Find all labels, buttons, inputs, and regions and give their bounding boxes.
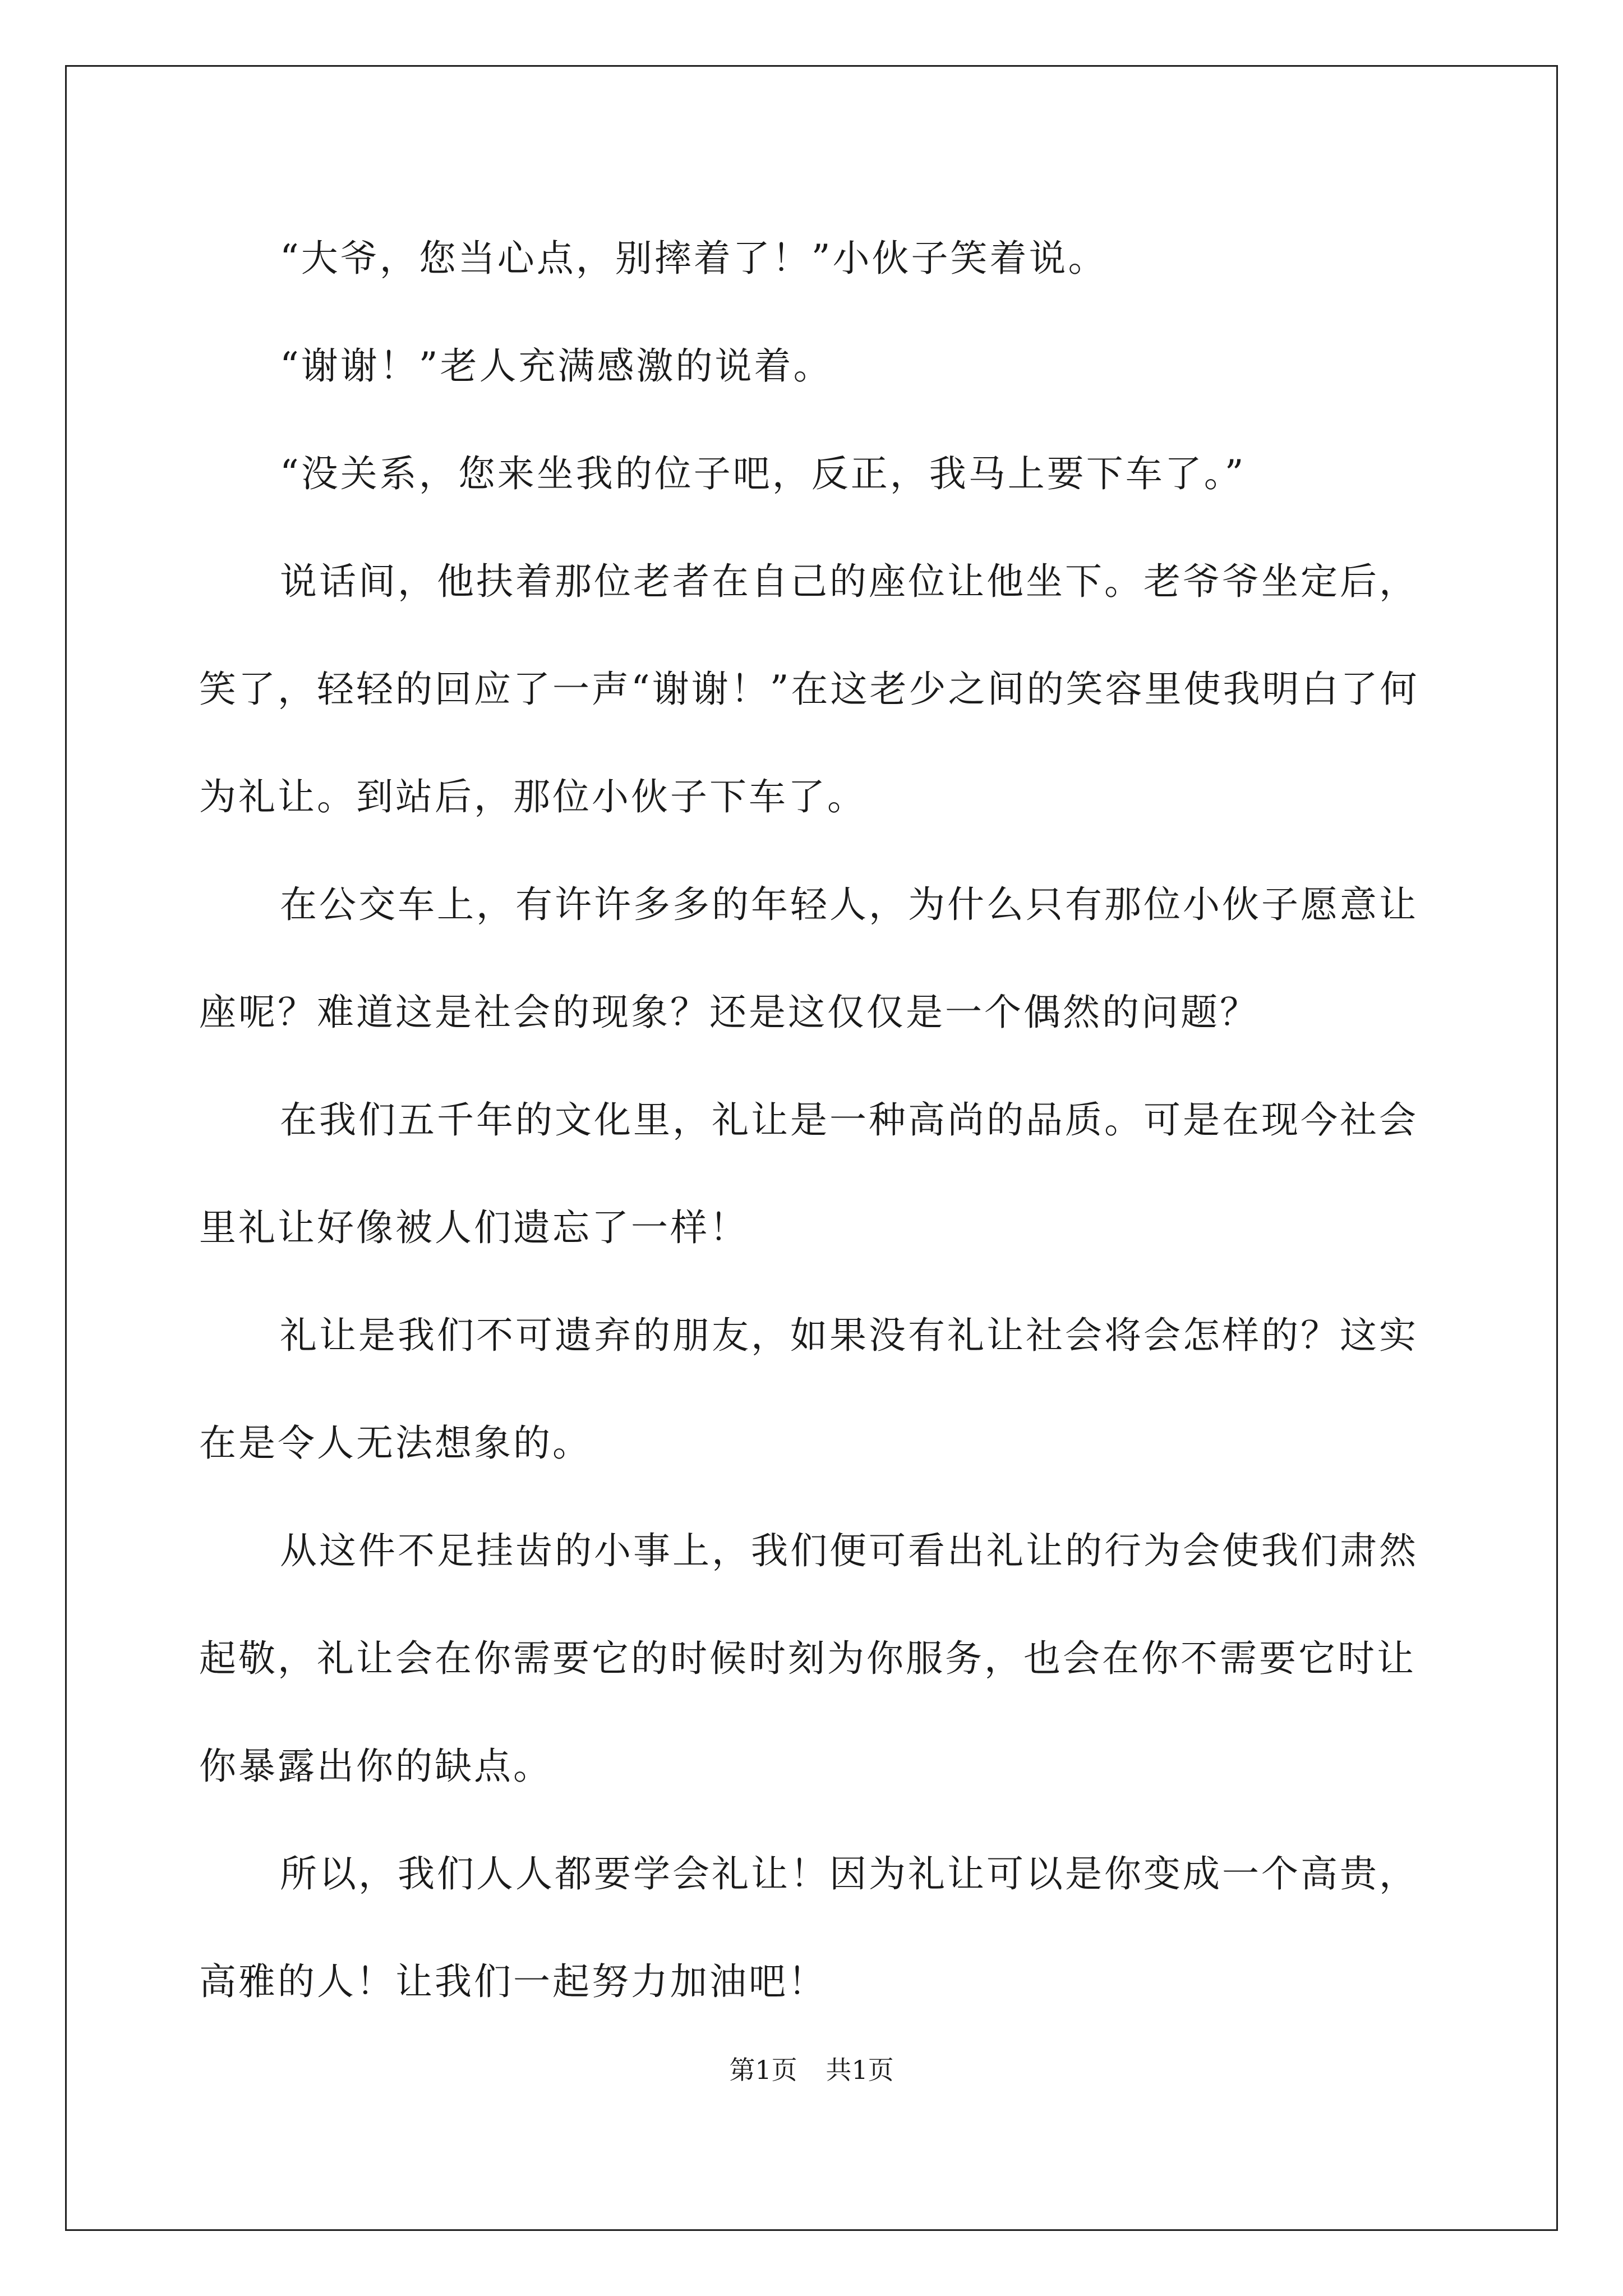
paragraph: 在我们五千年的文化里，礼让是一种高尚的品质。可是在现今社会里礼让好像被人们遗忘了一样！ [199,1098,1418,1249]
paragraph: 从这件不足挂齿的小事上，我们便可看出礼让的行为会使我们肃然起敬，礼让会在你需要它的时候时刻为你服务，也会在你不需要它时让你暴露出你的缺点。 [199,1529,1418,1788]
page-total: 共1页 [826,2055,894,2085]
paragraph: “谢谢！”老人充满感激的说着。 [280,344,833,388]
paragraph: 说话间，他扶着那位老者在自己的座位让他坐下。老爷爷坐定后，笑了，轻轻的回应了一声“谢谢！”在这老少之间的笑容里使我明白了何为礼让。到站后，那位小伙子下车了。 [199,560,1419,818]
paragraph: 礼让是我们不可遗弃的朋友，如果没有礼让社会将会怎样的？这实在是令人无法想象的。 [199,1314,1418,1465]
document-body [199,205,1427,2036]
paragraph: “大爷，您当心点，别摔着了！”小伙子笑着说。 [280,237,1108,280]
paragraph: 所以，我们人人都要学会礼让！因为礼让可以是你变成一个高贵，高雅的人！让我们一起努力加油吧！ [199,1852,1418,2003]
page-number: 第1页 [729,2055,797,2085]
paragraph: “没关系，您来坐我的位子吧，反正，我马上要下车了。” [280,452,1246,495]
paragraph: 在公交车上，有许许多多的年轻人，为什么只有那位小伙子愿意让座呢？难道这是社会的现象？还是这仅仅是一个偶然的问题？ [199,883,1418,1034]
page-footer [0,2053,1623,2087]
